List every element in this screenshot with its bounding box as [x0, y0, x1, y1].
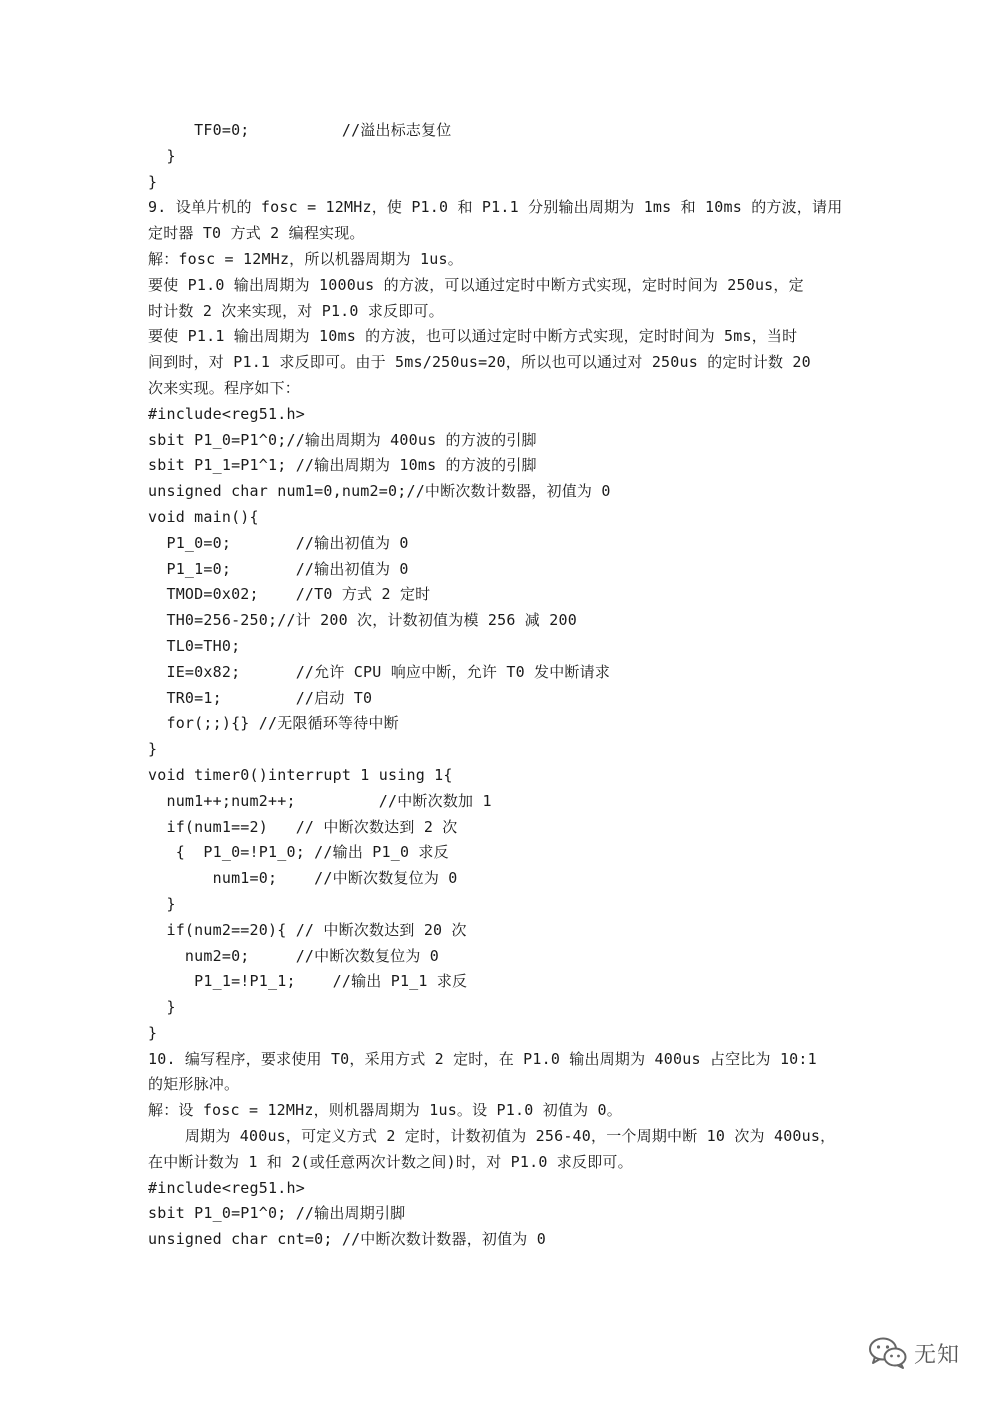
code-line: sbit P1_0=P1^0;//输出周期为 400us 的方波的引脚 — [148, 430, 537, 449]
text-line: 要使 P1.1 输出周期为 10ms 的方波，也可以通过定时中断方式实现，定时时间为 5ms，当时 — [148, 327, 798, 346]
text-line: 次来实现。程序如下： — [148, 378, 301, 397]
text-line: 周期为 400us，可定义方式 2 定时，计数初值为 256-40，一个周期中断 10 次为 400us， — [148, 1127, 836, 1146]
code-line: P1_1=!P1_1; //输出 P1_1 求反 — [148, 972, 468, 991]
code-line: TMOD=0x02; //T0 方式 2 定时 — [148, 585, 431, 604]
code-line: #include<reg51.h> — [148, 1178, 305, 1197]
code-line: num1=0; //中断次数复位为 0 — [148, 869, 458, 888]
text-line: TF0=0; //溢出标志复位 — [148, 121, 452, 139]
code-line: #include<reg51.h> — [148, 404, 305, 423]
text-line: 的矩形脉冲。 — [148, 1075, 240, 1094]
text-line: 时计数 2 次来实现，对 P1.0 求反即可。 — [148, 301, 444, 320]
document-page — [148, 118, 848, 1253]
code-line: sbit P1_0=P1^0; //输出周期引脚 — [148, 1204, 406, 1223]
code-line: TR0=1; //启动 T0 — [148, 688, 373, 707]
watermark-text: 无知 — [913, 1342, 960, 1368]
text-line: 要使 P1.0 输出周期为 1000us 的方波，可以通过定时中断方式实现，定时时间为 250us，定 — [148, 275, 804, 294]
code-line: } — [148, 998, 176, 1017]
code-line: P1_0=0; //输出初值为 0 — [148, 533, 409, 552]
text-line: } — [148, 172, 158, 191]
text-line: 在中断计数为 1 和 2(或任意两次计数之间)时，对 P1.0 求反即可。 — [148, 1152, 633, 1171]
wechat-icon — [868, 1336, 908, 1370]
text-line: 定时器 T0 方式 2 编程实现。 — [148, 224, 365, 243]
code-line: unsigned char cnt=0; //中断次数计数器，初值为 0 — [148, 1230, 546, 1249]
code-line: unsigned char num1=0,num2=0;//中断次数计数器，初值为 0 — [148, 482, 611, 501]
code-line: sbit P1_1=P1^1; //输出周期为 10ms 的方波的引脚 — [148, 456, 537, 475]
code-line: P1_1=0; //输出初值为 0 — [148, 559, 409, 578]
code-line: } — [148, 1023, 158, 1042]
code-line: void timer0()interrupt 1 using 1{ — [148, 765, 453, 784]
code-line: TL0=TH0; — [148, 636, 241, 655]
code-line: num1++;num2++; //中断次数加 1 — [148, 791, 492, 810]
watermark — [868, 1336, 960, 1370]
code-line: if(num2==20){ // 中断次数达到 20 次 — [148, 920, 467, 939]
code-line: IE=0x82; //允许 CPU 响应中断，允许 T0 发中断请求 — [148, 662, 611, 681]
code-line: { P1_0=!P1_0; //输出 P1_0 求反 — [148, 843, 449, 862]
text-line: 10. 编写程序，要求使用 T0，采用方式 2 定时，在 P1.0 输出周期为 400us 占空比为 10:1 — [148, 1049, 817, 1068]
text-line: 解：fosc = 12MHz，所以机器周期为 1us。 — [148, 249, 463, 268]
code-line: for(;;){} //无限循环等待中断 — [148, 714, 399, 733]
code-line: num2=0; //中断次数复位为 0 — [148, 946, 440, 965]
text-line: 间到时，对 P1.1 求反即可。由于 5ms/250us=20，所以也可以通过对 250us 的定时计数 20 — [148, 353, 811, 372]
code-line: } — [148, 894, 176, 913]
text-line: 解：设 fosc = 12MHz，则机器周期为 1us。设 P1.0 初值为 0。 — [148, 1101, 622, 1120]
code-line: void main(){ — [148, 507, 259, 526]
text-line: 9. 设单片机的 fosc = 12MHz，使 P1.0 和 P1.1 分别输出周期为 1ms 和 10ms 的方波，请用 — [148, 198, 843, 217]
code-line: if(num1==2) // 中断次数达到 2 次 — [148, 817, 458, 836]
code-line: } — [148, 740, 158, 759]
code-line: TH0=256-250;//计 200 次，计数初值为模 256 减 200 — [148, 611, 577, 630]
text-line: } — [148, 146, 176, 165]
